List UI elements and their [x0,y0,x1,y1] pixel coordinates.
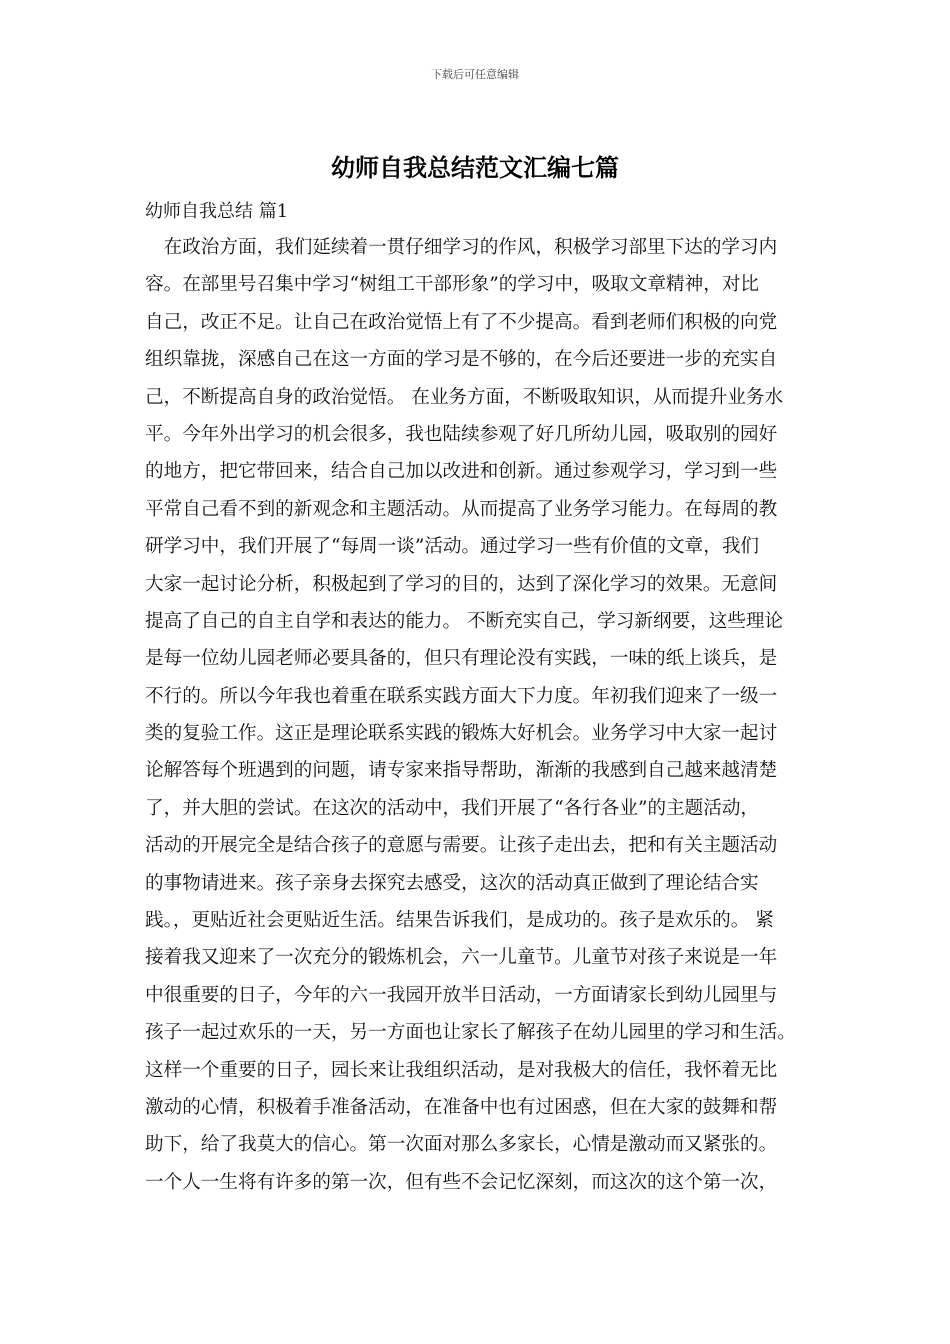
text-line: 自己，改正不足。让自己在政治觉悟上有了不少提高。看到老师们积极的向党 [145,311,778,333]
text-line: 组织靠拢，深感自己在这一方面的学习是不够的，在今后还要进一步的充实自 [145,349,778,371]
text-line: 践。，更贴近社会更贴近生活。结果告诉我们，是成功的。孩子是欢乐的。 紧 [145,910,774,932]
text-line: 是每一位幼儿园老师必要具备的，但只有理论没有实践，一味的纸上谈兵，是 [145,648,778,670]
text-line: 的地方，把它带回来，结合自己加以改进和创新。通过参观学习，学习到一些 [145,461,778,483]
text-line: 平常自己看不到的新观念和主题活动。从而提高了业务学习能力。在每周的教 [145,498,778,520]
body-text [145,229,810,1201]
text-line: 激动的心情，积极着手准备活动，在准备中也有过困惑，但在大家的鼓舞和帮 [145,1096,778,1118]
text-line: 活动的开展完全是结合孩子的意愿与需要。让孩子走出去，把和有关主题活动 [145,835,778,857]
document-title: 幼师自我总结范文汇编七篇 [331,153,619,182]
text-line: 类的复验工作。这正是理论联系实践的锻炼大好机会。业务学习中大家一起讨 [145,723,778,745]
text-line: 的事物请进来。孩子亲身去探究去感受，这次的活动真正做到了理论结合实 [145,872,759,894]
header-note: 下载后可任意编辑 [431,68,519,81]
text-line: 中很重要的日子，今年的六一我园开放半日活动，一方面请家长到幼儿园里与 [145,984,778,1006]
text-line: 一个人一生将有许多的第一次，但有些不会记忆深刻，而这次的这个第一次， [145,1171,778,1193]
text-line: 研学习中，我们开展了“每周一谈”活动。通过学习一些有价值的文章，我们 [145,536,760,558]
text-line: 助下，给了我莫大的信心。第一次面对那么多家长，心情是激动而又紧张的。 [145,1134,778,1156]
text-line: 大家一起讨论分析，积极起到了学习的目的，达到了深化学习的效果。无意间 [145,573,778,595]
text-line: 孩子一起过欢乐的一天，另一方面也让家长了解孩子在幼儿园里的学习和生活。 [145,1022,796,1044]
text-line: 不行的。所以今年我也着重在联系实践方面大下力度。年初我们迎来了一级一 [145,685,778,707]
text-line: 在政治方面，我们延续着一贯仔细学习的作风，积极学习部里下达的学习内 [145,237,778,258]
text-line: 容。在部里号召集中学习“树组工干部形象”的学习中，吸取文章精神，对比 [145,274,760,296]
section-heading: 幼师自我总结 篇1 [145,201,289,222]
text-line: 了，并大胆的尝试。在这次的活动中，我们开展了“各行各业”的主题活动， [145,797,760,819]
text-line: 论解答每个班遇到的问题，请专家来指导帮助，渐渐的我感到自己越来越清楚 [145,760,778,782]
text-line: 这样一个重要的日子，园长来让我组织活动，是对我极大的信任，我怀着无比 [145,1059,778,1081]
text-line: 提高了自己的自主自学和表达的能力。 不断充实自己，学习新纲要，这些理论 [145,610,784,632]
text-line: 平。今年外出学习的机会很多，我也陆续参观了好几所幼儿园，吸取别的园好 [145,423,778,445]
text-line: 接着我又迎来了一次充分的锻炼机会，六一儿童节。儿童节对孩子来说是一年 [145,947,778,969]
text-line: 己，不断提高自身的政治觉悟。 在业务方面，不断吸取知识，从而提升业务水 [145,386,784,408]
